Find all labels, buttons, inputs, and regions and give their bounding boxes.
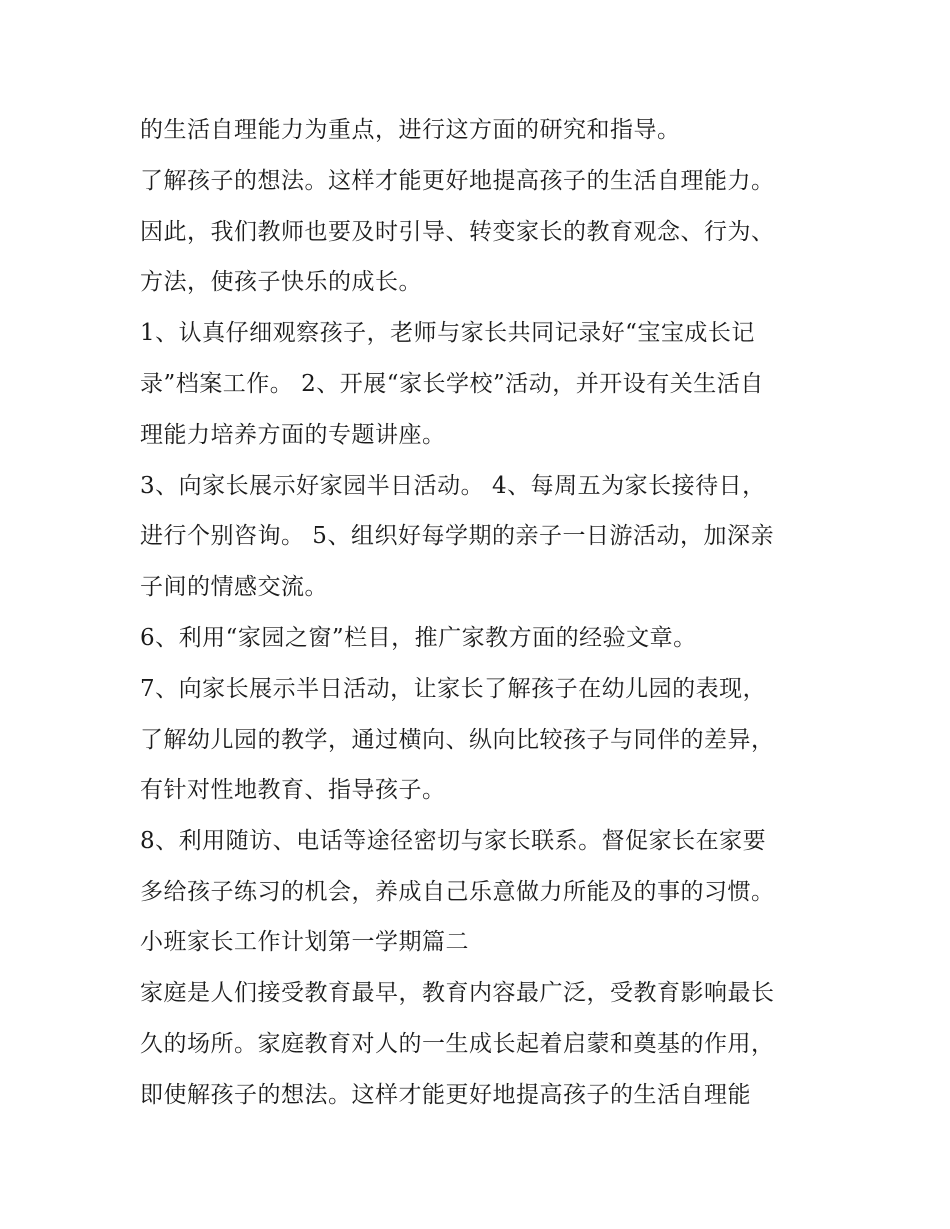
text-line: 3、向家长展示好家园半日活动。 4、每周五为家长接待日，	[140, 473, 766, 499]
text-line: 多给孩子练习的机会，养成自己乐意做力所能及的事的习惯。	[140, 879, 775, 905]
text-line: 子间的情感交流。	[140, 574, 328, 600]
text-line: 1、认真仔细观察孩子，老师与家长共同记录好“宝宝成长记	[140, 320, 755, 346]
text-line: 家庭是人们接受教育最早，教育内容最广泛，受教育影响最长	[140, 980, 775, 1006]
text-line: 有针对性地教育、指导孩子。	[140, 777, 446, 803]
text-line: 7、向家长展示半日活动，让家长了解孩子在幼儿园的表现，	[140, 676, 767, 702]
text-line: 了解孩子的想法。这样才能更好地提高孩子的生活自理能力。	[140, 168, 775, 194]
text-line: 即使解孩子的想法。这样才能更好地提高孩子的生活自理能	[140, 1082, 751, 1108]
text-line: 因此，我们教师也要及时引导、转变家长的教育观念、行为、	[140, 219, 775, 245]
text-line: 6、利用“家园之窗”栏目，推广家教方面的经验文章。	[140, 625, 697, 651]
text-line: 8、利用随访、电话等途径密切与家长联系。督促家长在家要	[140, 828, 767, 854]
text-line: 了解幼儿园的教学，通过横向、纵向比较孩子与同伴的差异，	[140, 727, 775, 753]
text-line: 久的场所。家庭教育对人的一生成长起着启蒙和奠基的作用，	[140, 1031, 775, 1057]
text-line: 理能力培养方面的专题讲座。	[140, 422, 446, 448]
text-line: 进行个别咨询。 5、组织好每学期的亲子一日游活动，加深亲	[140, 523, 774, 549]
text-line: 方法，使孩子快乐的成长。	[140, 269, 422, 295]
text-line: 的生活自理能力为重点，进行这方面的研究和指导。	[140, 117, 681, 143]
section-heading: 小班家长工作计划第一学期篇二	[140, 929, 469, 955]
text-line: 录”档案工作。 2、开展“家长学校”活动，并开设有关生活自	[140, 371, 764, 397]
